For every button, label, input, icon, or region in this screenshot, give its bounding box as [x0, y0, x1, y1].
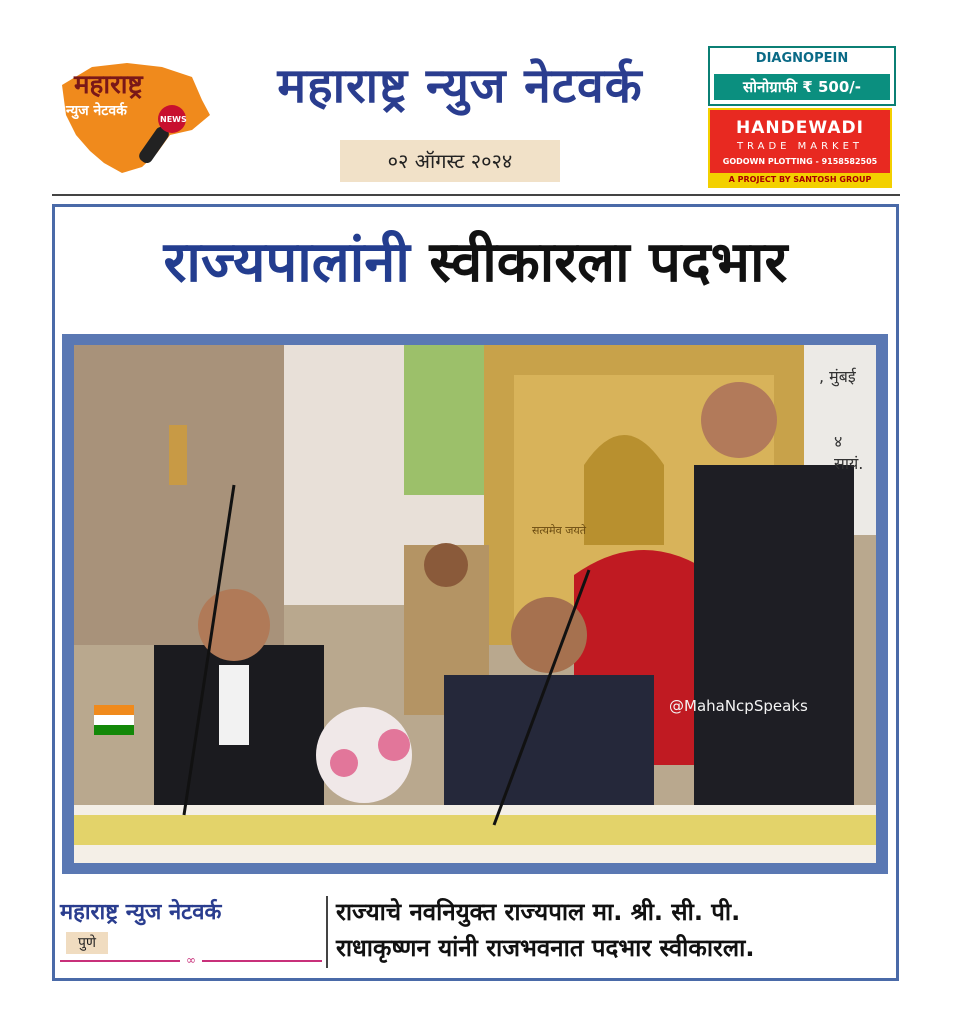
ornament-icon: ∞: [180, 953, 202, 967]
header-divider: [52, 194, 900, 196]
headline: [52, 222, 899, 298]
logo: [52, 55, 217, 175]
caption-brand: महाराष्ट्र न्युज नेटवर्क: [60, 900, 222, 925]
photo-illustration: [74, 345, 876, 863]
logo-title: महाराष्ट्र: [74, 70, 143, 100]
logo-subtitle: न्युज नेटवर्क: [66, 103, 127, 119]
brand-title: महाराष्ट्र न्युज नेटवर्क: [277, 58, 643, 114]
ad-handewadi-tagline: A PROJECT BY SANTOSH GROUP: [710, 173, 890, 186]
ad-diagnopein-offer: सोनोग्राफी ₹ 500/-: [714, 74, 890, 100]
news-photo[interactable]: [74, 345, 876, 863]
ad-diagnopein[interactable]: [708, 46, 896, 106]
caption-line-1: राज्याचे नवनियुक्त राज्यपाल मा. श्री. सी. पी.: [336, 898, 741, 926]
news-badge: NEWS: [160, 115, 187, 124]
caption-text: [336, 894, 894, 966]
headline-part2: स्वीकारला पदभार: [429, 230, 788, 295]
national-emblem-icon: [584, 435, 664, 545]
headline-part1: राज्यपालांनी: [163, 230, 410, 295]
caption-divider: [326, 896, 328, 968]
photo-bg-text-1: , मुंबई: [819, 367, 856, 386]
ad-handewadi-name: HANDEWADI: [736, 118, 864, 138]
lamp-icon: [169, 425, 187, 485]
issue-date: ०२ ऑगस्ट २०२४: [340, 140, 560, 182]
photo-watermark: @MahaNcpSpeaks: [669, 697, 808, 715]
ad-diagnopein-name: DIAGNOPEIN: [755, 51, 849, 66]
ad-handewadi-plotting: GODOWN PLOTTING - 9158582505: [722, 157, 878, 166]
photo-bg-text-2: ४ सायं.: [834, 432, 864, 473]
ad-handewadi[interactable]: [708, 108, 892, 188]
caption-line-2: राधाकृष्णन यांनी राजभवनात पदभार स्वीकारला.: [336, 934, 755, 962]
flag-icon: [94, 705, 134, 715]
caption-city: पुणे: [66, 932, 108, 954]
ad-handewadi-sub: TRADE MARKET: [736, 141, 864, 152]
emblem-text: सत्यमेव जयते: [532, 524, 587, 537]
